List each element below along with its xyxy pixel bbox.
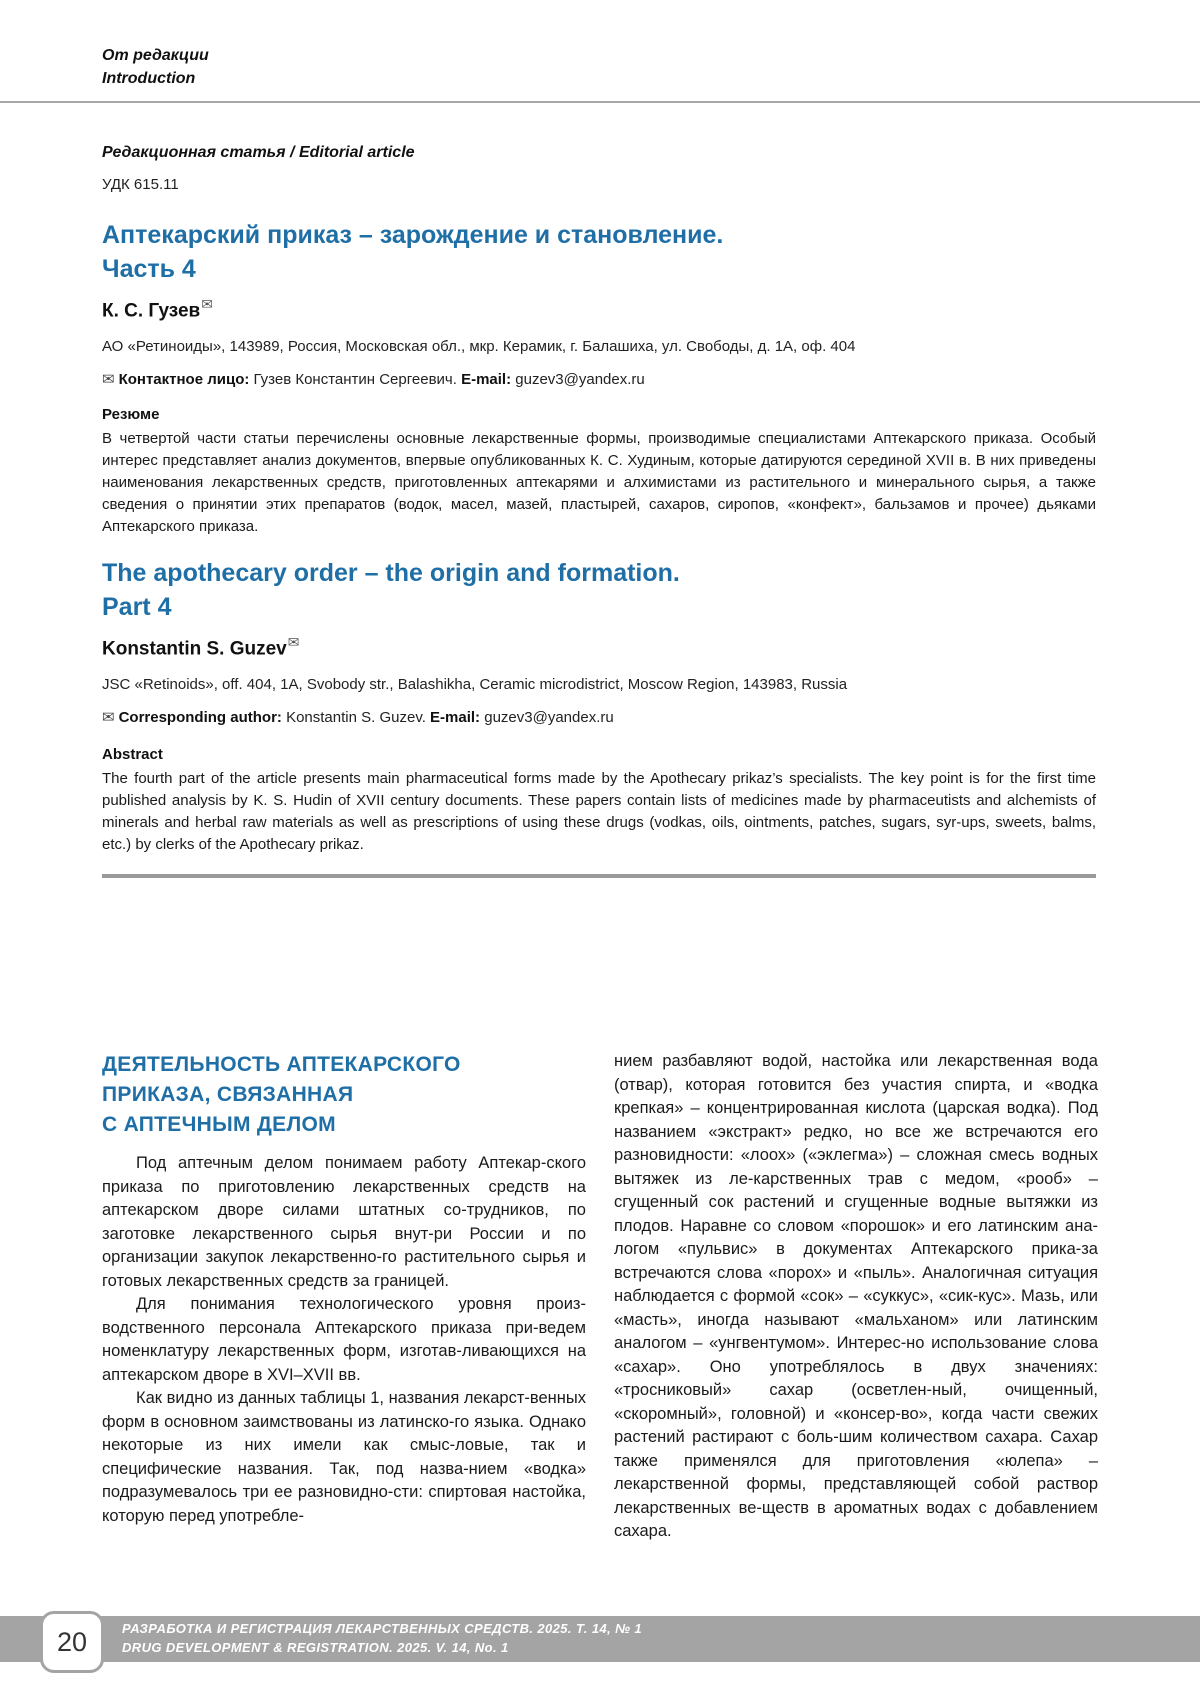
article-title-en [102, 556, 680, 624]
affiliation-ru: АО «Ретиноиды», 143989, Россия, Московская обл., мкр. Керамик, г. Балашиха, ул. Свободы, д. 1А, оф. 404 [102, 338, 856, 355]
abstract-divider [102, 874, 1096, 878]
section-heading-line2: ПРИКАЗА, СВЯЗАННАЯ [102, 1083, 354, 1106]
journal-title-ru: РАЗРАБОТКА И РЕГИСТРАЦИЯ ЛЕКАРСТВЕННЫХ СРЕДСТВ. 2025. Т. 14, № 1 [122, 1621, 643, 1636]
email-label-ru: E-mail: [461, 371, 512, 388]
abstract-en: The fourth part of the article presents main pharmaceutical forms made by the Apothecary prikaz’s specialists. The key point is for the first time published analysis by K. S. Hudin of XVII century documents. These papers contain lists of medicines made by pharmaceutists and alchemists of minerals and herbal raw materials as well as prescriptions of using these drugs (vodkas, oils, ointments, patches, sugars, syr-ups, sweets, balms, etc.) by clerks of the Apothecary prikaz. [102, 770, 1096, 853]
section-header-en: Introduction [102, 70, 196, 87]
email-link-en[interactable]: guzev3@yandex.ru [480, 709, 614, 726]
abstract-ru: В четвертой части статьи перечислены основные лекарственные формы, производимые специалистами Аптекарского приказа. Особый интерес представляет анализ документов, впервые опубликованных К. С. Худиным, которые датируются серединой XVII в. В них приведены наименования лекарственных средств, приготовленных аптекарями и алхимистами из растительного и минерального сырья, а также сведения о принятии этих препаратов (водок, масел, мазей, пластырей, сахаров, сиропов, «конфект», бальзамов и прочее) дьяками Аптекарского приказа. [102, 430, 1096, 535]
contact-ru [102, 370, 645, 388]
contact-name-ru: Гузев Константин Сергеевич. [249, 371, 462, 388]
header-divider [0, 101, 1200, 103]
author-name-ru: К. С. Гузев [102, 300, 201, 322]
affiliation-en: JSC «Retinoids», off. 404, 1A, Svobody str., Balashikha, Ceramic microdistrict, Moscow Region, 143983, Russia [102, 676, 848, 693]
journal-footer [122, 1619, 642, 1657]
contact-label-ru: Контактное лицо: [118, 371, 250, 388]
email-label-en: E-mail: [430, 709, 481, 726]
article-title-ru [102, 218, 723, 286]
section-heading [102, 1050, 586, 1140]
author-ru [102, 296, 213, 322]
body-paragraph: Под аптечным делом понимаем работу Аптекар-ского приказа по приготовлению лекарственных средств на аптекарском дворе силами штатных со-трудников, по заготовке лекарственного сырья внут-ри России и по организации закупок лекарственно-го растительного сырья и готовых лекарственных средств за границей. [102, 1154, 586, 1290]
section-header-ru: От редакции [102, 47, 209, 64]
body-column-right [614, 1050, 1098, 1544]
author-en [102, 634, 299, 660]
body-paragraph: Как видно из данных таблицы 1, названия лекарст-венных форм в основном заимствованы из латинско-го языка. Однако некоторые из них имели как смыс-ловые, так и специфические названия. Так, под назва-нием «водка» подразумевалось три ее разновидно-сти: спиртовая настойка, которую перед употребле- [102, 1389, 586, 1525]
contact-label-en: Corresponding author: [118, 709, 282, 726]
body-paragraph: нием разбавляют водой, настойка или лекарственная вода (отвар), которая готовится без участия спирта, и «водка крепкая» – концентрированная кислота (царская водка). Под названием «экстракт» редко, но все же встречаются его разновидности: «лоох» («эклегма») – сложная смесь водных вытяжек из ле-карственных трав с медом, «рооб» – сгущенный сок растений и сгущенные водные вытяжки из плодов. Наравне со словом «порошок» и его латинским ана-логом «пульвис» в документах Аптекарского прика-за встречаются слова «порох» и «пыль». Аналогичная ситуация наблюдается с формой «сок» – «суккус», «сик-кус». Мазь, или «масть», иногда называют «мальханом» или латинским аналогом – «унгвентумом». Интерес-но использование слова «сахар». Оно употреблялось в двух значениях: «тросниковый» сахар (осветлен-ный, очищенный, «скоромный», головной) и «консер-во», когда части свежих растений растирают с боль-шим количеством сахара. Сахар также применялся для приготовления «юлепа» – лекарственной формы, представляющей собой раствор лекарственных ве-ществ в ароматных водах с добавлением сахара. [614, 1052, 1098, 1540]
author-name-en: Konstantin S. Guzev [102, 638, 287, 660]
section-header [102, 44, 209, 90]
envelope-icon: ✉ [287, 634, 300, 650]
article-type: Редакционная статья / Editorial article [102, 144, 415, 161]
section-heading-line1: ДЕЯТЕЛЬНОСТЬ АПТЕКАРСКОГО [102, 1053, 461, 1076]
body-paragraph: Для понимания технологического уровня произ-водственного персонала Аптекарского приказа при-ведем номенклатуру лекарственных форм, изготав-ливающихся на аптекарском дворе в XVI–XVII вв. [102, 1295, 586, 1384]
title-ru-line2: Часть 4 [102, 255, 196, 283]
abstract-heading-en: Abstract [102, 746, 163, 763]
journal-title-en: DRUG DEVELOPMENT & REGISTRATION. 2025. V. 14, No. 1 [122, 1640, 509, 1655]
envelope-icon: ✉ [102, 709, 115, 726]
page-number: 20 [40, 1611, 104, 1673]
envelope-icon: ✉ [102, 371, 115, 388]
contact-name-en: Konstantin S. Guzev. [281, 709, 431, 726]
title-ru-line1: Аптекарский приказ – зарождение и становление. [102, 221, 724, 249]
title-en-line2: Part 4 [102, 593, 172, 621]
body-column-left [102, 1050, 586, 1528]
contact-en [102, 708, 614, 726]
email-link-ru[interactable]: guzev3@yandex.ru [511, 371, 645, 388]
title-en-line1: The apothecary order – the origin and formation. [102, 559, 680, 587]
abstract-heading-ru: Резюме [102, 406, 160, 423]
envelope-icon: ✉ [201, 296, 213, 312]
udc-code: УДК 615.11 [102, 176, 179, 193]
section-heading-line3: С АПТЕЧНЫМ ДЕЛОМ [102, 1113, 336, 1136]
